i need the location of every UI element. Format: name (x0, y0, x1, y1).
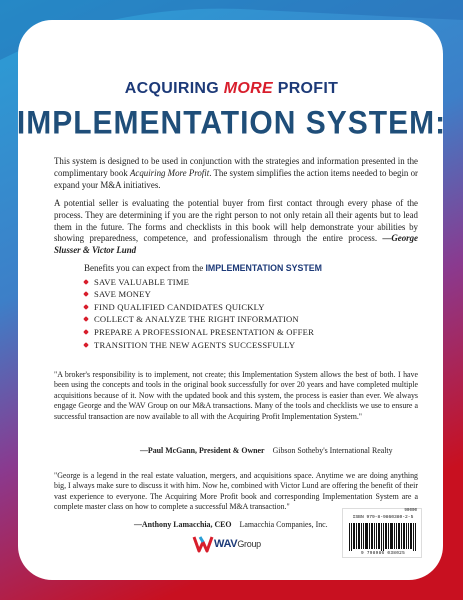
seller-paragraph: A potential seller is evaluating the potential buyer from first contact through every phase of the process. They are determining if you are the right person to not only retain all their agents but to lead them in the future. The forms and checklists in this book will help demonstrate your abilities by showing preparedness, competence, and professionalism through the entire process. —George Slusser & Victor Lund (54, 198, 418, 256)
barcode-digits: 9 798986 038025 (360, 551, 406, 556)
list-item: COLLECT & ANALYZE THE RIGHT INFORMATION (84, 313, 384, 326)
list-item: TRANSITION THE NEW AGENTS SUCCESSFULLY (84, 339, 384, 352)
benefits-section (84, 262, 384, 351)
barcode-price: 90000 (404, 509, 417, 513)
testimonial-mcgann-attribution: —Paul McGann, President & Owner Gibson Sotheby's International Realty (140, 446, 393, 455)
benefits-list (84, 276, 384, 352)
list-item: SAVE MONEY (84, 288, 384, 301)
isbn-text: ISBN 979-8-9860380-2-5 (352, 515, 414, 520)
intro-paragraph: This system is designed to be used in conjunction with the strategies and information presented in the complimentary book Acquiring More Profit. The system simplifies the action items needed to begin or expand your M&A initiatives. (54, 156, 418, 190)
list-item: FIND QUALIFIED CANDIDATES QUICKLY (84, 301, 384, 314)
testimonial-lamacchia-attribution: —Anthony Lamacchia, CEO Lamacchia Companies, Inc. (134, 520, 328, 529)
barcode-icon (349, 523, 417, 551)
testimonial-lamacchia: "George is a legend in the real estate valuation, mergers, and acquisitions space. Anytime we are doing anything big, I always make sure to discuss it with him. Now he, combined with Victor Lund are offering the benefit of their vast experience to everyone. The Acquiring More Profit book and corresponding Implementation System are a complete master class on how to complete a successful M&A transaction." (54, 471, 418, 512)
isbn-barcode (342, 508, 422, 558)
list-item: PREPARE A PROFESSIONAL PRESENTATION & OFFER (84, 326, 384, 339)
list-item: SAVE VALUABLE TIME (84, 276, 384, 289)
benefits-intro: Benefits you can expect from the IMPLEMENTATION SYSTEM (84, 263, 322, 273)
publisher-name: WAVGroup (214, 538, 261, 550)
testimonial-mcgann: "A broker's responsibility is to implement, not create; this Implementation System allows the best of both. I have been using the concepts and tools in the original book successfully for over 20 years and have completed multiple acquisitions because of it. Now with the updated book and this system, the process is easier than ever. We always engage George and the WAV Group on our M&A transactions. Many of the tools and checklists we use to ensure a successful transaction are now available to all with the Acquiring Profit Implementation System." (54, 370, 418, 421)
page-title: IMPLEMENTATION SYSTEM: (16, 105, 447, 142)
brand-wordmark: ACQUIRING MORE PROFIT (124, 80, 339, 97)
